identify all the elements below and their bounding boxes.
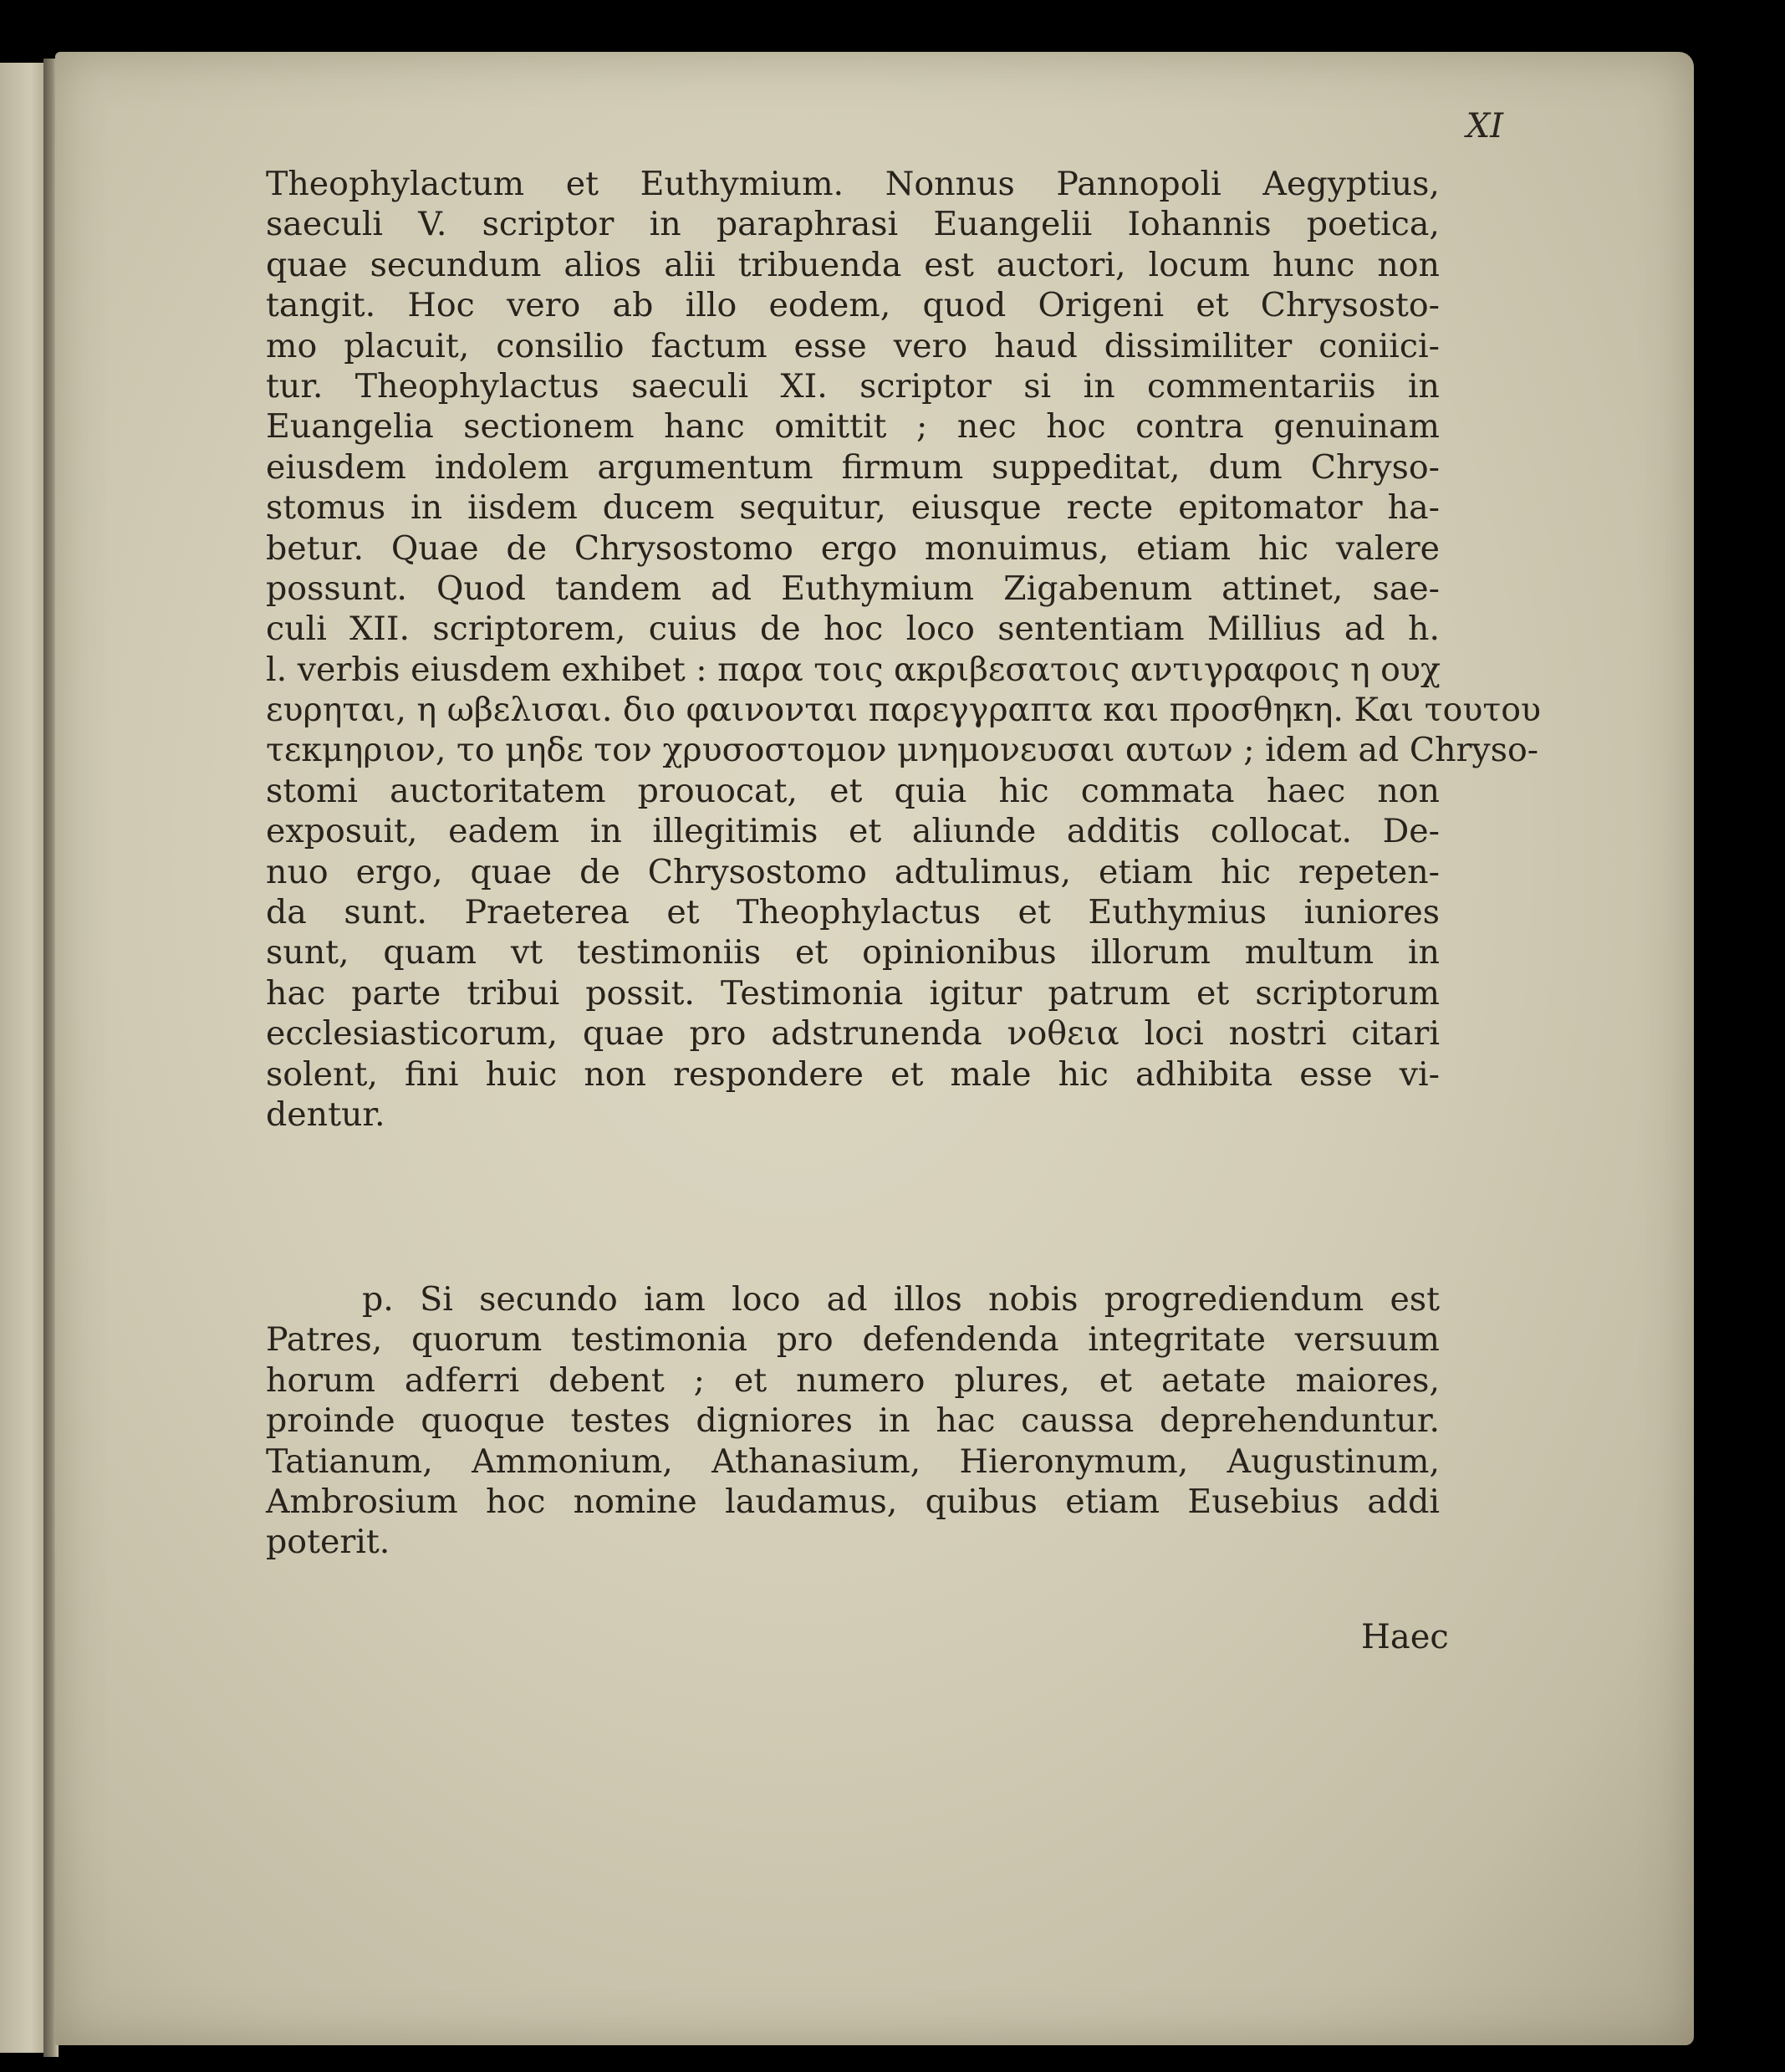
text-line: tangit. Hoc vero ab illo eodem, quod Origeni et Chrysosto- bbox=[266, 286, 1440, 325]
text-line: hac parte tribui possit. Testimonia igitur patrum et scriptorum bbox=[266, 973, 1440, 1013]
text-line: dentur. bbox=[266, 1095, 385, 1134]
text-line: da sunt. Praeterea et Theophylactus et Euthymius iuniores bbox=[266, 893, 1440, 932]
text-line: betur. Quae de Chrysostomo ergo monuimus, etiam hic valere bbox=[266, 528, 1440, 568]
text-line: Ambrosium hoc nomine laudamus, quibus etiam Eusebius addi bbox=[266, 1482, 1440, 1521]
text-line: possunt. Quod tandem ad Euthymium Zigabenum attinet, sae- bbox=[266, 569, 1440, 608]
text-line: proinde quoque testes digniores in hac caussa deprehenduntur. bbox=[266, 1401, 1440, 1441]
text-line: sunt, quam vt testimoniis et opinionibus illorum multum in bbox=[266, 933, 1440, 972]
page-number: XI bbox=[1466, 107, 1503, 145]
text-line: saeculi V. scriptor in paraphrasi Euangelii Iohannis poetica, bbox=[266, 205, 1440, 244]
text-line: ευρηται, η ωβελισαι. διο φαινονται παρεγγραπτα και προσθηκη. Και τουτου bbox=[266, 691, 1542, 730]
paragraph-2 bbox=[266, 1279, 1440, 1563]
paragraph-1 bbox=[266, 164, 1542, 1135]
text-line: eiusdem indolem argumentum firmum suppeditat, dum Chryso- bbox=[266, 447, 1440, 487]
text-line: Theophylactum et Euthymium. Nonnus Pannopoli Aegyptius, bbox=[266, 165, 1440, 203]
text-line: nuo ergo, quae de Chrysostomo adtulimus, etiam hic repeten- bbox=[266, 852, 1440, 891]
text-line: poterit. bbox=[266, 1523, 390, 1562]
text-line: horum adferri debent ; et numero plures, et aetate maiores, bbox=[266, 1360, 1440, 1400]
text-line: Tatianum, Ammonium, Athanasium, Hieronymum, Augustinum, bbox=[266, 1442, 1440, 1481]
text-line: Euangelia sectionem hanc omittit ; nec hoc contra genuinam bbox=[266, 407, 1440, 447]
text-line: stomi auctoritatem prouocat, et quia hic commata haec non bbox=[266, 771, 1440, 810]
text-line: l. verbis eiusdem exhibet : παρα τοις ακριβεσατοις αντιγραφοις η ουχ bbox=[266, 650, 1441, 689]
catchword: Haec bbox=[1361, 1618, 1449, 1656]
text-line: Patres, quorum testimonia pro defendenda integritate versuum bbox=[266, 1320, 1440, 1360]
text-line: ecclesiasticorum, quae pro adstrunenda νοθεια loci nostri citari bbox=[266, 1014, 1440, 1054]
text-line: exposuit, eadem in illegitimis et aliunde additis collocat. De- bbox=[266, 812, 1440, 851]
text-line: p. Si secundo iam loco ad illos nobis progrediendum est bbox=[362, 1280, 1440, 1319]
text-line: mo placuit, consilio factum esse vero haud dissimiliter coniici- bbox=[266, 326, 1440, 365]
text-line: τεκμηριον, το μηδε τον χρυσοστομον μνημονευσαι αυτων ; idem ad Chryso- bbox=[266, 731, 1539, 770]
text-line: solent, fini huic non respondere et male hic adhibita esse vi- bbox=[266, 1054, 1440, 1094]
text-line: culi XII. scriptorem, cuius de hoc loco sententiam Millius ad h. bbox=[266, 610, 1440, 649]
text-line: tur. Theophylactus saeculi XI. scriptor si in commentariis in bbox=[266, 366, 1440, 406]
text-line: quae secundum alios alii tribuenda est auctori, locum hunc non bbox=[266, 245, 1440, 284]
text-line: stomus in iisdem ducem sequitur, eiusque recte epitomator ha- bbox=[266, 488, 1440, 528]
